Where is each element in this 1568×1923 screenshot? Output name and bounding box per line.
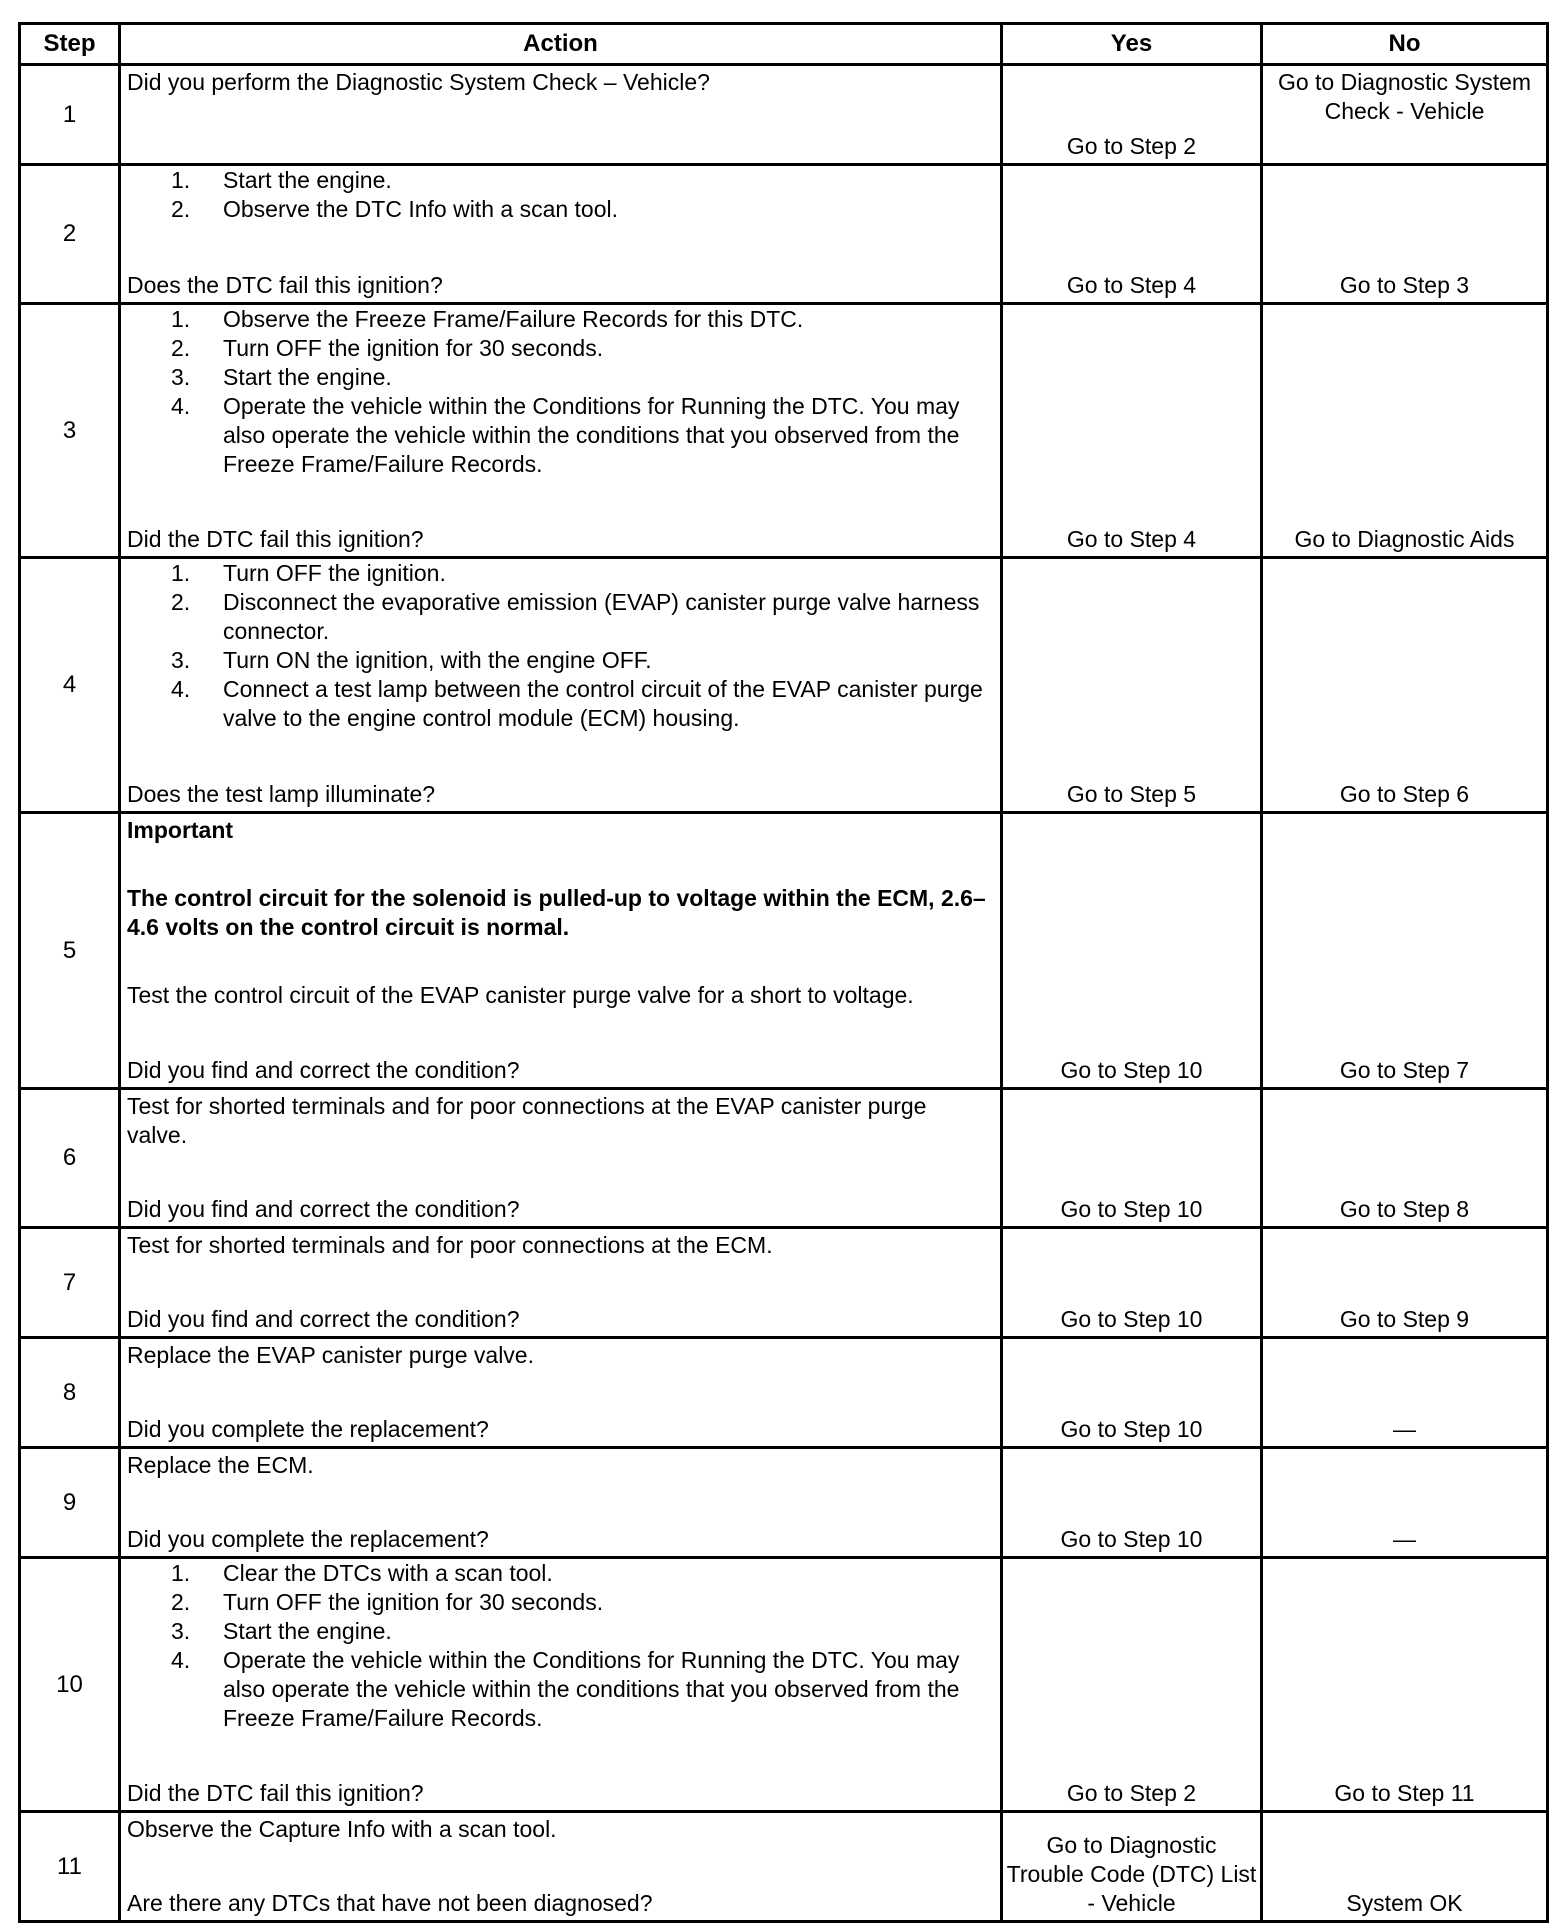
yes-cell xyxy=(1002,1448,1262,1558)
step-header: Step xyxy=(20,24,120,65)
no-result: Go to Step 6 xyxy=(1339,781,1470,807)
action-cell xyxy=(120,1812,1002,1922)
action-question: Does the test lamp illuminate? xyxy=(127,781,436,807)
no-result: Go to Diagnostic System Check - Vehicle xyxy=(1277,69,1532,124)
step-number: 11 xyxy=(20,1812,120,1922)
step-number: 2 xyxy=(20,165,120,304)
table-row xyxy=(20,1448,1548,1558)
list-item: 2. Observe the DTC Info with a scan tool. xyxy=(171,196,619,222)
yes-cell xyxy=(1002,1338,1262,1448)
action-question: Did you complete the replacement? xyxy=(127,1526,489,1552)
list-item: 1. Observe the Freeze Frame/Failure Records for this DTC. xyxy=(171,306,804,332)
list-item: 2. Turn OFF the ignition for 30 seconds. xyxy=(171,1589,604,1615)
table-row xyxy=(20,813,1548,1089)
list-item: 3. Start the engine. xyxy=(171,364,392,390)
no-cell xyxy=(1262,1558,1548,1812)
table-row xyxy=(20,65,1548,165)
yes-result: Go to Step 4 xyxy=(1066,272,1197,298)
step-number: 3 xyxy=(20,304,120,558)
action-question: Does the DTC fail this ignition? xyxy=(127,272,443,298)
no-cell xyxy=(1262,1089,1548,1228)
no-result: — xyxy=(1393,1526,1416,1552)
table-row xyxy=(20,1228,1548,1338)
step-number: 6 xyxy=(20,1089,120,1228)
yes-result: Go to Step 4 xyxy=(1066,526,1197,552)
header-row xyxy=(20,24,1548,65)
action-question: Did you find and correct the condition? xyxy=(127,1057,520,1083)
yes-result: Go to Diagnostic Trouble Code (DTC) List - Vehicle xyxy=(1006,1832,1257,1916)
no-cell xyxy=(1262,65,1548,165)
action-text: Replace the ECM. xyxy=(127,1452,314,1478)
important-label: Important xyxy=(127,817,234,843)
list-item: 4. Operate the vehicle within the Conditions for Running the DTC. You may also operate the vehicle within the conditions that you observed from the Freeze Frame/Failure Records. xyxy=(171,1647,960,1731)
yes-cell xyxy=(1002,65,1262,165)
no-result: Go to Step 3 xyxy=(1339,272,1470,298)
yes-result: Go to Step 10 xyxy=(1060,1416,1203,1442)
action-text: Test for shorted terminals and for poor connections at the ECM. xyxy=(127,1232,773,1258)
no-header: No xyxy=(1262,24,1548,65)
action-cell xyxy=(120,1089,1002,1228)
list-item: 2. Turn OFF the ignition for 30 seconds. xyxy=(171,335,604,361)
no-cell xyxy=(1262,1448,1548,1558)
yes-cell xyxy=(1002,813,1262,1089)
action-question: Are there any DTCs that have not been diagnosed? xyxy=(127,1890,653,1916)
yes-result: Go to Step 5 xyxy=(1066,781,1197,807)
yes-cell xyxy=(1002,1089,1262,1228)
no-result: Go to Step 8 xyxy=(1339,1196,1470,1222)
action-question: Did you find and correct the condition? xyxy=(127,1196,520,1222)
table-row xyxy=(20,1812,1548,1922)
no-cell xyxy=(1262,1228,1548,1338)
action-list xyxy=(121,1559,1000,1733)
action-text: Observe the Capture Info with a scan tool. xyxy=(127,1816,557,1842)
list-item: 4. Operate the vehicle within the Conditions for Running the DTC. You may also operate the vehicle within the conditions that you observed from the Freeze Frame/Failure Records. xyxy=(171,393,960,477)
step-number: 5 xyxy=(20,813,120,1089)
table-row xyxy=(20,1089,1548,1228)
action-text: Test for shorted terminals and for poor connections at the EVAP canister purge valve. xyxy=(127,1093,927,1148)
action-cell xyxy=(120,1558,1002,1812)
yes-result: Go to Step 10 xyxy=(1060,1306,1203,1332)
action-cell xyxy=(120,65,1002,165)
list-item: 3. Start the engine. xyxy=(171,1618,392,1644)
action-cell xyxy=(120,1338,1002,1448)
list-item: 4. Connect a test lamp between the control circuit of the EVAP canister purge valve to the engine control module (ECM) housing. xyxy=(171,676,983,731)
action-cell xyxy=(120,165,1002,304)
yes-result: Go to Step 10 xyxy=(1060,1196,1203,1222)
list-item: 3. Turn ON the ignition, with the engine OFF. xyxy=(171,647,652,673)
no-result: — xyxy=(1393,1416,1416,1442)
list-item: 1. Clear the DTCs with a scan tool. xyxy=(171,1560,553,1586)
yes-cell xyxy=(1002,1812,1262,1922)
no-result: System OK xyxy=(1346,1890,1463,1916)
action-list xyxy=(121,166,1000,224)
step-number: 9 xyxy=(20,1448,120,1558)
action-header: Action xyxy=(120,24,1002,65)
action-question: Did the DTC fail this ignition? xyxy=(127,1780,424,1806)
table-row xyxy=(20,558,1548,813)
action-text: Test the control circuit of the EVAP canister purge valve for a short to voltage. xyxy=(127,982,914,1008)
yes-result: Go to Step 2 xyxy=(1066,1780,1197,1806)
yes-cell xyxy=(1002,558,1262,813)
table-row xyxy=(20,1338,1548,1448)
no-result: Go to Step 11 xyxy=(1334,1780,1475,1806)
yes-cell xyxy=(1002,1228,1262,1338)
yes-header: Yes xyxy=(1002,24,1262,65)
step-number: 8 xyxy=(20,1338,120,1448)
important-note: The control circuit for the solenoid is pulled-up to voltage within the ECM, 2.6–4.6 volts on the control circuit is normal. xyxy=(127,885,986,940)
no-result: Go to Step 7 xyxy=(1339,1057,1470,1083)
yes-result: Go to Step 2 xyxy=(1066,133,1197,159)
yes-result: Go to Step 10 xyxy=(1060,1057,1203,1083)
action-cell xyxy=(120,1228,1002,1338)
action-list xyxy=(121,559,1000,733)
action-question: Did you complete the replacement? xyxy=(127,1416,489,1442)
action-question: Did the DTC fail this ignition? xyxy=(127,526,424,552)
step-number: 1 xyxy=(20,65,120,165)
action-text: Did you perform the Diagnostic System Check – Vehicle? xyxy=(127,69,710,95)
action-cell xyxy=(120,304,1002,558)
action-cell xyxy=(120,558,1002,813)
yes-result: Go to Step 10 xyxy=(1060,1526,1203,1552)
no-cell xyxy=(1262,1338,1548,1448)
step-number: 4 xyxy=(20,558,120,813)
yes-cell xyxy=(1002,1558,1262,1812)
yes-cell xyxy=(1002,304,1262,558)
table-row xyxy=(20,165,1548,304)
action-cell xyxy=(120,813,1002,1089)
yes-cell xyxy=(1002,165,1262,304)
action-text: Replace the EVAP canister purge valve. xyxy=(127,1342,534,1368)
table-row xyxy=(20,304,1548,558)
list-item: 1. Start the engine. xyxy=(171,167,392,193)
diagnostic-table xyxy=(18,22,1549,1923)
list-item: 1. Turn OFF the ignition. xyxy=(171,560,446,586)
table-row xyxy=(20,1558,1548,1812)
action-question: Did you find and correct the condition? xyxy=(127,1306,520,1332)
action-cell xyxy=(120,1448,1002,1558)
list-item: 2. Disconnect the evaporative emission (EVAP) canister purge valve harness connector. xyxy=(171,589,980,644)
no-cell xyxy=(1262,558,1548,813)
no-cell xyxy=(1262,304,1548,558)
no-cell xyxy=(1262,813,1548,1089)
step-number: 10 xyxy=(20,1558,120,1812)
action-list xyxy=(121,305,1000,479)
step-number: 7 xyxy=(20,1228,120,1338)
no-result: Go to Step 9 xyxy=(1339,1306,1470,1332)
no-cell xyxy=(1262,1812,1548,1922)
no-result: Go to Diagnostic Aids xyxy=(1294,526,1515,552)
no-cell xyxy=(1262,165,1548,304)
